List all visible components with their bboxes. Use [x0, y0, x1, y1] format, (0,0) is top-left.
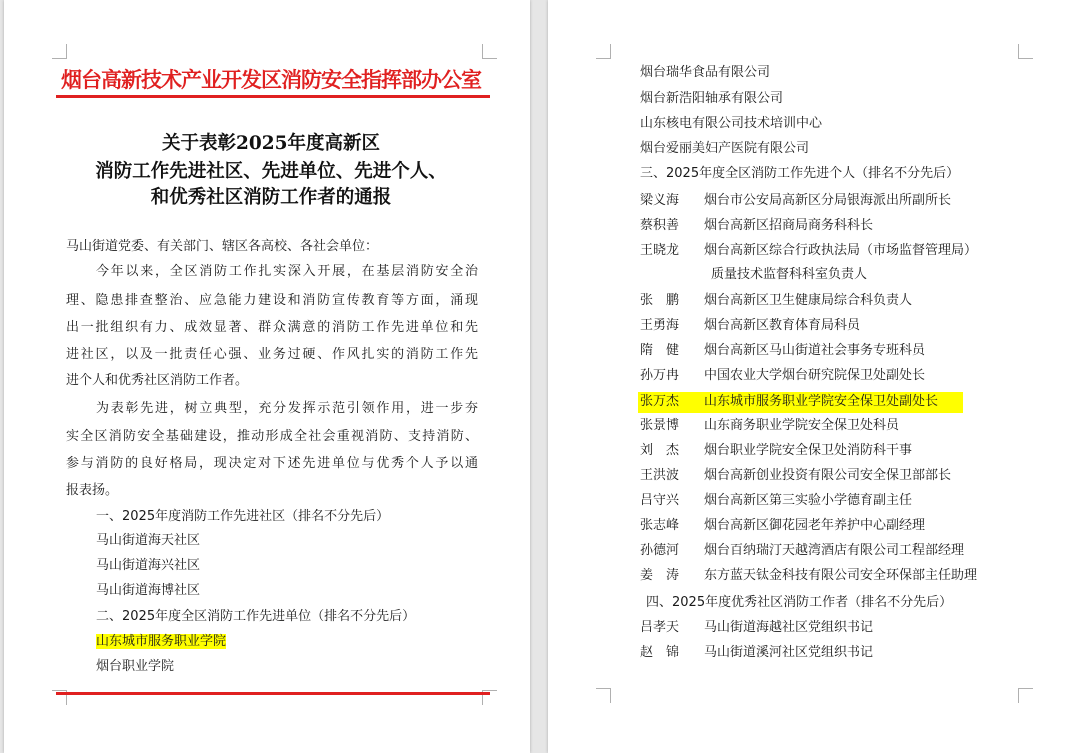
person-role: 烟台高新创业投资有限公司安全保卫部部长	[704, 468, 952, 483]
doc-title-line-3: 和优秀社区消防工作者的通报	[150, 187, 392, 208]
person-role: 烟台高新区第三实验小学德育副主任	[704, 493, 913, 508]
crop-mark	[596, 44, 611, 59]
person-role: 烟台高新区教育体育局科员	[704, 318, 861, 333]
person-role: 烟台市公安局高新区分局银海派出所副所长	[704, 193, 952, 208]
person-name: 张万杰	[640, 394, 680, 409]
list-item: 马山街道海博社区	[96, 583, 201, 598]
document-page-right	[548, 0, 1080, 753]
person-role: 烟台高新区御花园老年养护中心副经理	[704, 518, 926, 533]
person-name: 梁义海	[640, 193, 680, 208]
section-heading: 二、2025年度全区消防工作先进单位（排名不分先后）	[96, 609, 416, 624]
highlighted-text: 山东城市服务职业学院	[96, 634, 227, 649]
section-heading: 三、2025年度全区消防工作先进个人（排名不分先后）	[640, 166, 960, 181]
paragraph-line: 理、隐患排查整治、应急能力建设和消防宣传教育等方面，涌现	[66, 293, 478, 308]
person-name: 吕孝天	[640, 620, 680, 635]
crop-mark	[52, 44, 67, 59]
list-item: 马山街道海兴社区	[96, 558, 201, 573]
person-role: 烟台百纳瑞汀天越湾酒店有限公司工程部经理	[704, 543, 965, 558]
header-red-rule	[56, 95, 490, 98]
list-item: 烟台职业学院	[96, 659, 175, 674]
paragraph-line: 今年以来，全区消防工作扎实深入开展，在基层消防安全治	[96, 264, 478, 279]
paragraph-line: 实全区消防安全基础建设，推动形成全社会重视消防、支持消防、	[66, 429, 478, 444]
doc-title-line-2: 消防工作先进社区、先进单位、先进个人、	[95, 161, 447, 182]
person-name: 王晓龙	[640, 243, 680, 258]
person-role: 烟台高新区招商局商务科科长	[704, 218, 874, 233]
list-item: 马山街道海天社区	[96, 533, 201, 548]
person-name: 吕守兴	[640, 493, 680, 508]
person-role: 烟台高新区马山街道社会事务专班科员	[704, 343, 926, 358]
person-role: 山东城市服务职业学院安全保卫处副处长	[704, 394, 939, 409]
list-item: 烟台瑞华食品有限公司	[640, 65, 771, 80]
person-role: 马山街道海越社区党组织书记	[704, 620, 874, 635]
document-page-left	[4, 0, 530, 753]
person-name: 姜 涛	[640, 568, 680, 583]
issuer-header: 烟台高新技术产业开发区消防安全指挥部办公室	[61, 67, 481, 92]
section-heading: 一、2025年度消防工作先进社区（排名不分先后）	[96, 509, 390, 524]
paragraph-line: 参与消防的良好格局，现决定对下述先进单位与优秀个人予以通	[66, 456, 478, 471]
person-name: 蔡积善	[640, 218, 680, 233]
person-name: 王洪波	[640, 468, 680, 483]
person-role: 烟台高新区综合行政执法局（市场监督管理局）	[704, 243, 978, 258]
person-role-continued: 质量技术监督科科室负责人	[711, 267, 868, 282]
crop-mark	[482, 44, 497, 59]
section-heading: 四、2025年度优秀社区消防工作者（排名不分先后）	[646, 595, 953, 610]
person-name: 张志峰	[640, 518, 680, 533]
person-role: 山东商务职业学院安全保卫处科员	[704, 418, 900, 433]
list-item: 烟台爱丽美妇产医院有限公司	[640, 141, 810, 156]
person-name: 王勇海	[640, 318, 680, 333]
list-item: 烟台新浩阳轴承有限公司	[640, 91, 784, 106]
person-name: 张景博	[640, 418, 680, 433]
paragraph-line: 出一批组织有力、成效显著、群众满意的消防工作先进单位和先	[66, 320, 478, 335]
person-name: 赵 锦	[640, 645, 680, 660]
paragraph-line: 进个人和优秀社区消防工作者。	[66, 373, 249, 388]
footer-red-rule	[56, 692, 490, 695]
doc-title-line-1: 关于表彰2025年度高新区	[162, 133, 380, 154]
person-name: 刘 杰	[640, 443, 680, 458]
person-role: 烟台职业学院安全保卫处消防科干事	[704, 443, 913, 458]
crop-mark	[596, 688, 611, 703]
person-role: 烟台高新区卫生健康局综合科负责人	[704, 293, 913, 308]
list-item: 山东核电有限公司技术培训中心	[640, 116, 823, 131]
person-role: 中国农业大学烟台研究院保卫处副处长	[704, 368, 926, 383]
paragraph-line: 报表扬。	[66, 483, 119, 498]
paragraph-line: 为表彰先进，树立典型，充分发挥示范引领作用，进一步夯	[96, 401, 478, 416]
person-name: 孙德河	[640, 543, 680, 558]
person-role: 马山街道溪河社区党组织书记	[704, 645, 874, 660]
crop-mark	[1018, 44, 1033, 59]
person-role: 东方蓝天钛金科技有限公司安全环保部主任助理	[704, 568, 978, 583]
salutation: 马山街道党委、有关部门、辖区各高校、各社会单位：	[66, 239, 379, 254]
list-item	[96, 633, 226, 651]
paragraph-line: 进社区，以及一批责任心强、业务过硬、作风扎实的消防工作先	[66, 347, 478, 362]
person-name: 孙万冉	[640, 368, 680, 383]
person-name: 张 鹏	[640, 293, 680, 308]
person-name: 隋 健	[640, 343, 680, 358]
crop-mark	[1018, 688, 1033, 703]
